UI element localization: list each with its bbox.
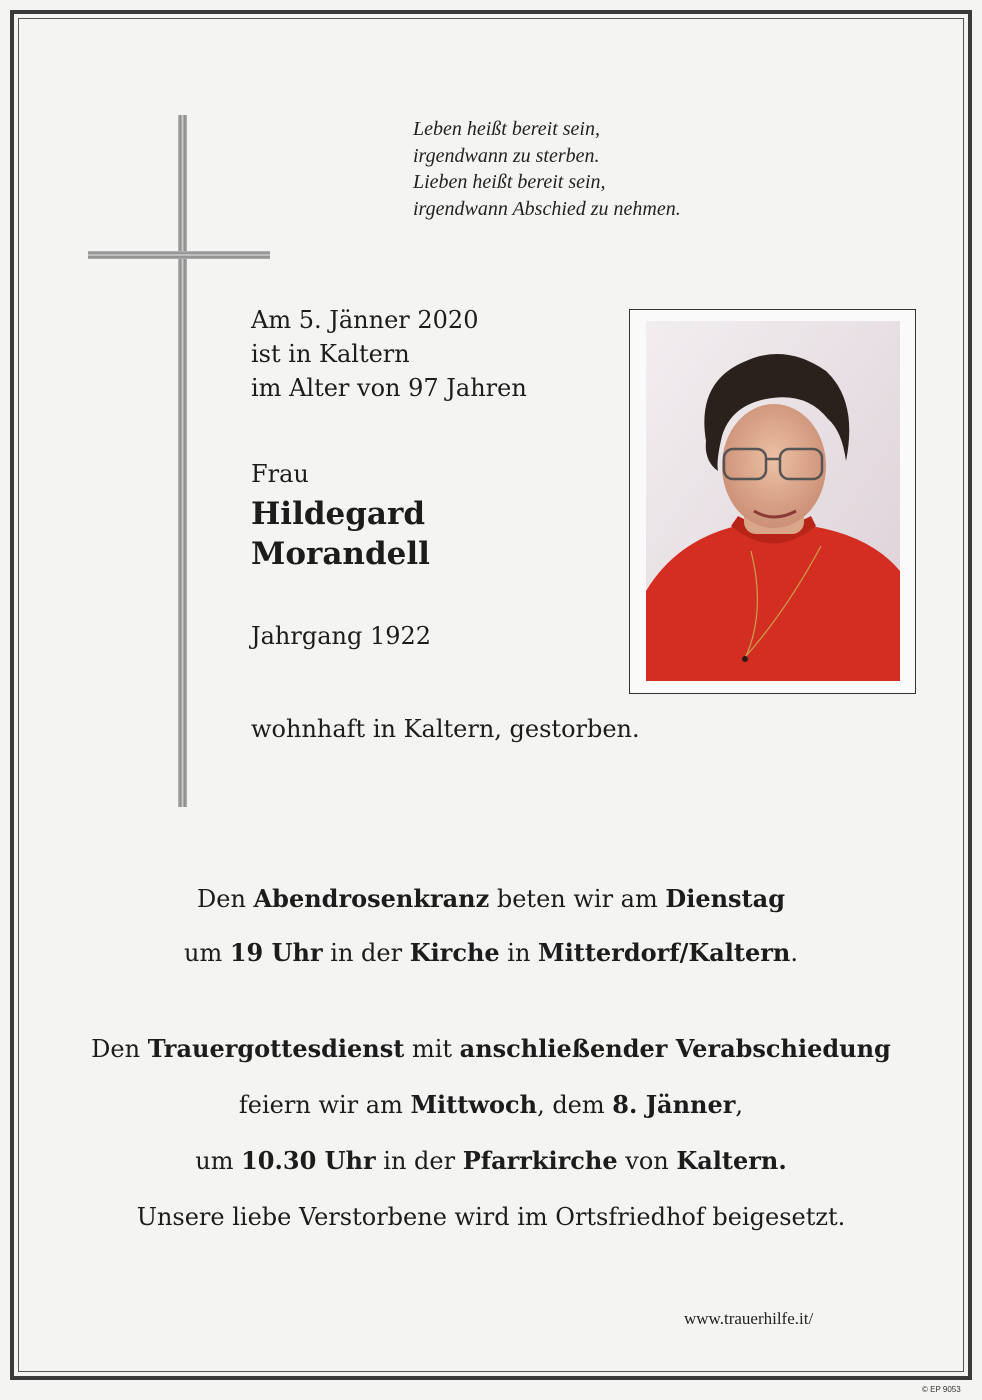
cross-icon-horizontal-bar	[88, 251, 270, 259]
funeral-line-2: feiern wir am Mittwoch, dem 8. Jänner,	[238, 1090, 744, 1119]
poem-line: Leben heißt bereit sein,	[413, 118, 600, 140]
cross-icon-vertical-bar	[178, 115, 187, 807]
last-name: Morandell	[251, 536, 430, 572]
rosary-line-1: Den Abendrosenkranz beten wir am Dienstag	[197, 884, 785, 913]
residence-line: wohnhaft in Kaltern, gestorben.	[251, 715, 640, 743]
first-name: Hildegard	[251, 496, 426, 532]
salutation: Frau	[251, 460, 309, 488]
print-code: © EP 9053	[922, 1385, 961, 1394]
portrait-photo	[646, 321, 900, 681]
date-line: Am 5. Jänner 2020	[251, 306, 479, 334]
funeral-line-3: um 10.30 Uhr in der Pfarrkirche von Kaltern.	[195, 1146, 787, 1175]
poem	[413, 116, 773, 222]
burial-line: Unsere liebe Verstorbene wird im Ortsfriedhof beigesetzt.	[136, 1203, 846, 1231]
poem-line: irgendwann zu sterben.	[413, 144, 600, 167]
rosary-info	[40, 872, 942, 980]
place-line: ist in Kaltern	[251, 340, 410, 368]
poem-line: irgendwann Abschied zu nehmen.	[413, 197, 681, 220]
poem-line: Lieben heißt bereit sein,	[413, 171, 606, 193]
funeral-info	[40, 1021, 942, 1245]
birth-year: Jahrgang 1922	[251, 622, 432, 650]
deceased-name	[251, 494, 430, 574]
rosary-line-2: um 19 Uhr in der Kirche in Mitterdorf/Kaltern.	[184, 938, 798, 967]
death-notice-intro	[251, 303, 527, 405]
age-line: im Alter von 97 Jahren	[251, 374, 527, 402]
website-link[interactable]: www.trauerhilfe.it/	[684, 1309, 814, 1328]
funeral-line-1: Den Trauergottesdienst mit anschließender Verabschiedung	[91, 1034, 891, 1063]
